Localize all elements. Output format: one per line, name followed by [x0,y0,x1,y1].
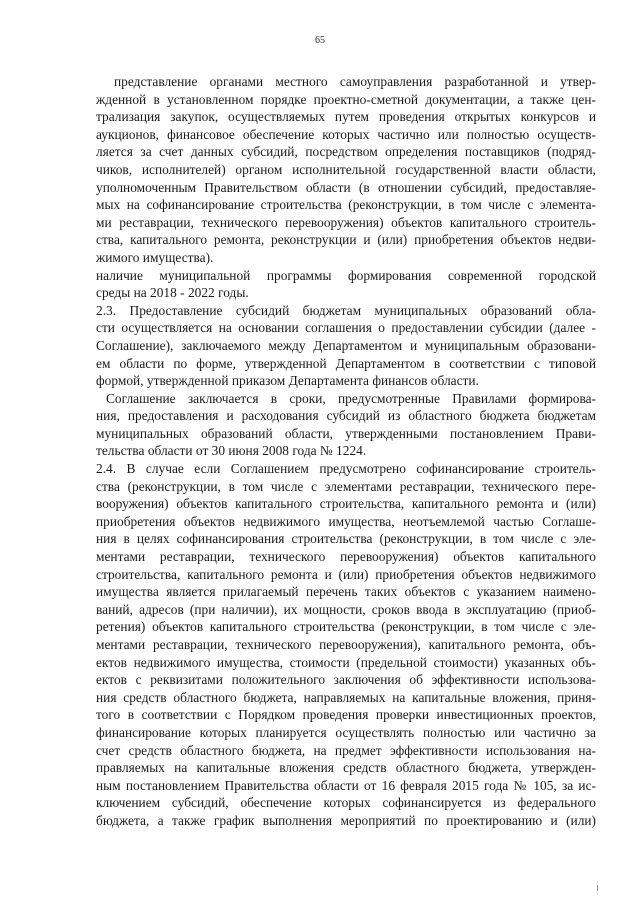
text-line: того в соответствии с Порядком проведения проверки инвестиционных проектов, [96,707,596,723]
text-line: имущества является прилагаемый перечень таких объектов с указанием наимено- [96,584,596,600]
text-line: ем области по форме, утвержденной Департаментом в соответствии с типовой [96,355,596,371]
text-line: уполномоченным Правительством области (в отношении субсидий, предоставляе- [96,179,596,195]
text-line: наличие муниципальной программы формирования современной городской [96,267,596,283]
text-line: ния средств областного бюджета, направляемых на капитальные вложения, приня- [96,689,596,705]
text-line: трализация закупок, осуществляемых путем проведения открытых конкурсов и [96,109,596,125]
text-line: ства (реконструкции, в том числе с элементами реставрации, технического пере- [96,478,596,494]
text-line: жденной в установленном порядке проектно-сметной документации, а также цен- [96,91,596,107]
text-line: правляемых на капитальные вложения средств областного бюджета, утвержден- [96,760,596,776]
scan-mark [597,885,598,891]
text-line: Соглашение), заключаемого между Департаментом и муниципальным образовани- [96,337,596,353]
text-line: жимого имущества). [96,249,214,265]
text-line: ния, предоставления и расходования субсидий из областного бюджета бюджетам [96,408,596,424]
text-line: среды на 2018 - 2022 годы. [96,285,249,301]
text-line: финансирование которых планируется осуществлять полностью или частично за [96,724,596,740]
text-line: ным постановлением Правительства области от 16 февраля 2015 года № 105, за ис- [96,777,596,793]
text-line: муниципальных образований области, утвержденными постановлением Прави- [96,425,596,441]
text-line: вооружения) объектов капитального строительства, капитального ремонта и (или) [96,496,596,512]
text-line: тельства области от 30 июня 2008 года № 1224. [96,443,367,459]
page-number: 65 [315,35,325,46]
text-line: ментами реставрации, технического перевооружения) объектов капитального [96,549,596,565]
text-line: Соглашение заключается в сроки, предусмотренные Правилами формирова- [106,390,596,406]
text-line: приобретения объектов недвижимого имущества, неотъемлемой частью Соглаше- [96,513,596,529]
paragraph-2-3-start: 2.3. Предоставление субсидий бюджетам муниципальных образований обла- [96,302,596,318]
text-line: сти осуществляется на основании соглашения о предоставлении субсидии (далее - [96,320,596,336]
text-line: ми реставрации, технического перевооружения) объектов капитального строитель- [96,214,596,230]
text-line: аукционов, финансовое обеспечение которых частично или полностью осуществ- [96,126,596,142]
text-line: бюджета, а также график выполнения мероприятий по проектированию и (или) [96,812,596,828]
text-line: счет средств областного бюджета, на предмет эффективности использования на- [96,742,596,758]
text-line: строительства, капитального ремонта и (или) приобретения объектов недвижимого [96,566,596,582]
text-line: ляется за счет данных субсидий, посредством определения поставщиков (подряд- [96,144,596,160]
text-line: представление органами местного самоуправления разработанной и утвер- [114,74,596,89]
text-line: ния в целях софинансирования строительства (реконструкции, в том числе с эле- [96,531,596,547]
text-line: ства, капитального ремонта, реконструкции и (или) приобретения объектов недви- [96,232,596,248]
text-line: ектов недвижимого имущества, стоимости (предельной стоимости) указанных объ- [96,654,596,670]
text-line: ектов с реквизитами положительного заключения об эффективности использова- [96,672,596,688]
document-body [96,73,596,830]
text-line: мых на софинансирование строительства (реконструкции, в том числе с элемента- [96,197,596,213]
text-line: ретения) объектов капитального строительства (реконструкции, в том числе с эле- [96,619,596,635]
text-line: ваний, адресов (при наличии), их мощности, сроков ввода в эксплуатацию (приоб- [96,601,596,617]
text-line: ключением субсидий, обеспечение которых софинансируется из федерального [96,795,596,811]
text-line: формой, утвержденной приказом Департамента финансов области. [96,373,479,389]
text-line: ментами реставрации, технического перевооружения), капитального ремонта, объ- [96,637,596,652]
paragraph-2-4-start: 2.4. В случае если Соглашением предусмотрено софинансирование строитель- [96,461,596,477]
text-line: чиков, исполнителей) органом исполнительной государственной власти области, [96,161,596,177]
